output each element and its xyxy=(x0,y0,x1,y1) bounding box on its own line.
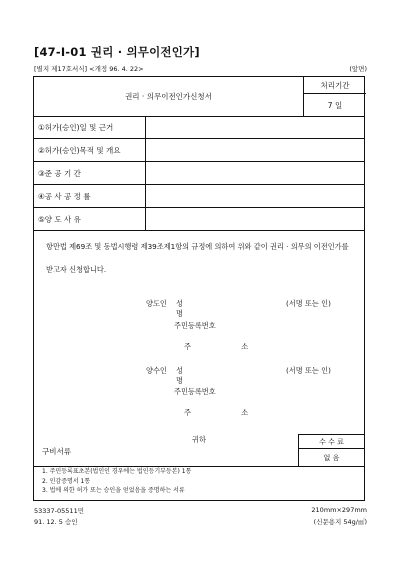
transferor-signature-label: (서명 또는 인) xyxy=(286,299,331,308)
paper-type: (신문용지 54g/㎡) xyxy=(313,518,367,526)
application-statement: 항만법 제69조 및 동법시행령 제39조제1항의 규정에 의하여 위와 같이 권리 · 의무의 이전인가를 받고자 신청합니다. xyxy=(46,242,349,274)
form-code: 53337-05511민 xyxy=(34,507,84,515)
page-side-label: (앞면) xyxy=(349,65,367,73)
list-item: 2. 인감증명서 1통 xyxy=(42,477,91,485)
row-label: ⑤양 도 사 유 xyxy=(34,208,146,230)
processing-period-value: 7 일 xyxy=(327,100,343,110)
form-reference: [별지 제17호서식] <개정 96. 4. 22> xyxy=(34,65,144,73)
transferor-role: 양도인 xyxy=(146,299,167,308)
transferee-role: 양수인 xyxy=(146,366,167,375)
fee-label: 수 수 료 xyxy=(299,435,364,449)
required-documents-list xyxy=(33,465,365,501)
fee-box xyxy=(298,434,364,466)
row-label: ③준 공 기 간 xyxy=(34,162,146,184)
row-input-field[interactable] xyxy=(146,162,364,184)
form-row xyxy=(34,208,364,231)
transferor-id-label: 주민등록번호 xyxy=(174,321,216,330)
form-row xyxy=(34,116,364,139)
row-input-field[interactable] xyxy=(146,116,364,138)
row-input-field[interactable] xyxy=(146,185,364,207)
transferee-signature-label: (서명 또는 인) xyxy=(286,366,331,375)
application-form xyxy=(33,76,365,467)
form-row xyxy=(34,162,364,185)
form-title: [47-I-01 권리 · 의무이전인가] xyxy=(34,45,200,59)
row-input-field[interactable] xyxy=(146,139,364,161)
row-label: ②허가(승인)목적 및 개요 xyxy=(34,139,146,161)
processing-period-label: 처리기간 xyxy=(304,77,366,94)
row-label: ①허가(승인)일 및 근거 xyxy=(34,116,146,138)
approval-date: 91. 12. 5 승인 xyxy=(34,518,78,526)
list-item: 3. 법에 의한 허가 또는 승인을 얻었음을 증명하는 서류 xyxy=(42,487,185,494)
transferee-id-label: 주민등록번호 xyxy=(174,387,216,396)
row-input-field[interactable] xyxy=(146,208,364,230)
form-row xyxy=(34,139,364,162)
transferee-address-label: 주 소 xyxy=(184,408,273,417)
addressee: 귀하 xyxy=(192,435,206,444)
required-documents-title: 구비서류 xyxy=(42,447,71,456)
row-label: ④공 사 공 정 률 xyxy=(34,185,146,207)
form-header xyxy=(34,77,364,117)
document-title: 권리 · 의무이전인가신청서 xyxy=(34,77,304,116)
fee-value: 없 음 xyxy=(323,454,340,462)
transferor-address-label: 주 소 xyxy=(184,342,273,351)
paper-size: 210mm×297mm xyxy=(311,506,367,514)
transferor-name-label: 성 명 xyxy=(176,299,201,318)
transferee-name-label: 성 명 xyxy=(176,366,201,385)
list-item: 1. 주민등록표초본(법인인 경우에는 법인등기부등본) 1통 xyxy=(42,468,192,475)
form-row xyxy=(34,185,364,208)
